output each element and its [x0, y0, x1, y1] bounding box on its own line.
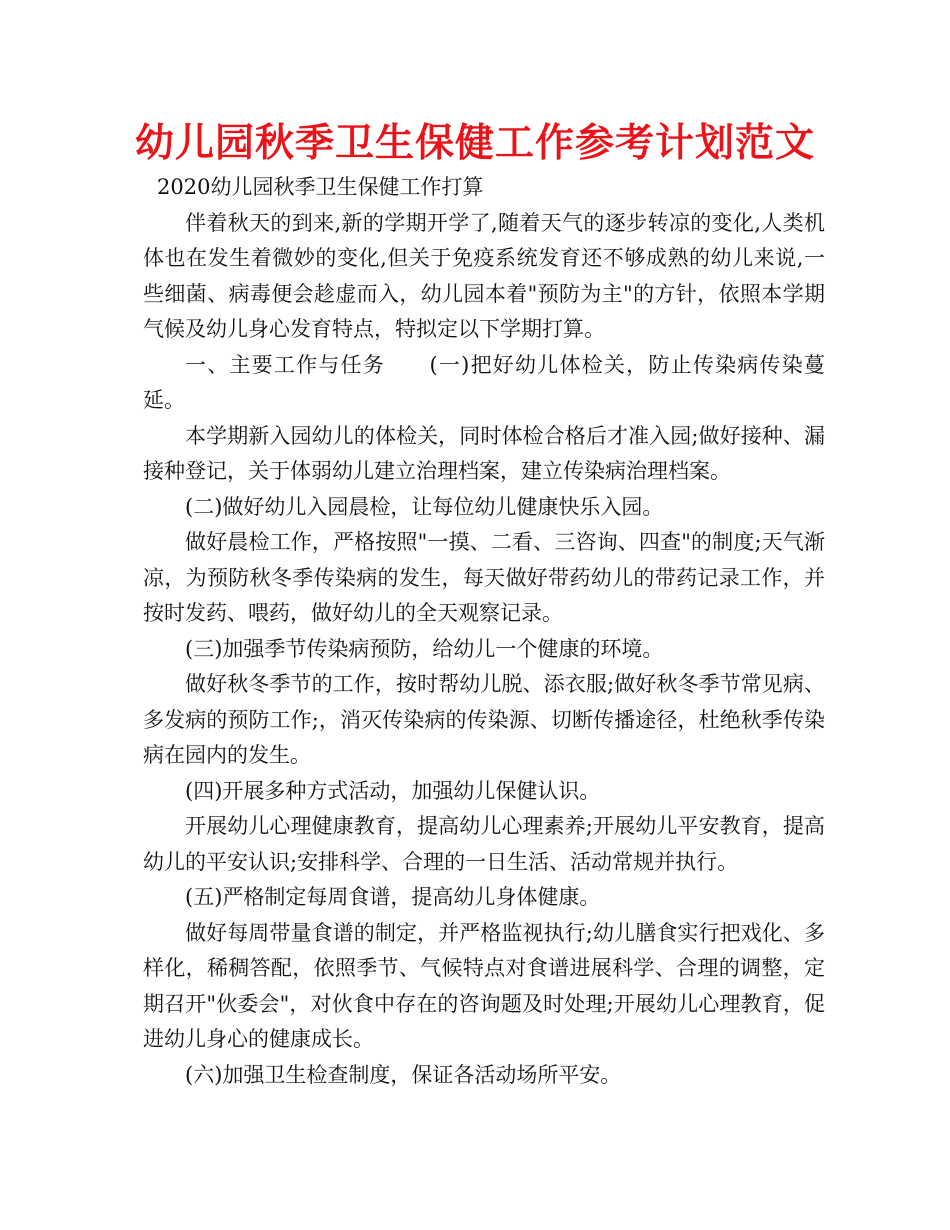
paragraph-heading-3: (三)加强季节传染病预防，给幼儿一个健康的环境。 [185, 636, 664, 661]
paragraph-activities: 开展幼儿心理健康教育，提高幼儿心理素养;开展幼儿平安教育，提高幼儿的平安认识;安排科学、合理的一日生活、活动常规并执行。 [143, 814, 825, 874]
document-subtitle: 2020幼儿园秋季卫生保健工作打算 [157, 175, 484, 199]
document-title: 幼儿园秋季卫生保健工作参考计划范文 [134, 121, 815, 166]
paragraph-morning-check: 做好晨检工作，严格按照"一摸、二看、三咨询、四查"的制度;天气渐凉，为预防秋冬季传染病的发生，每天做好带药幼儿的带药记录工作，并按时发药、喂药，做好幼儿的全天观察记录。 [143, 530, 825, 625]
paragraph-heading-6: (六)加强卫生检查制度，保证各活动场所平安。 [185, 1062, 622, 1087]
paragraph-intro: 伴着秋天的到来,新的学期开学了,随着天气的逐步转凉的变化,人类机体也在发生着微妙的变化,但关于免疫系统发育还不够成熟的幼儿来说,一些细菌、病毒便会趁虚而入，幼儿园本着"预防为主"的方针，依照本学期气候及幼儿身心发育特点，特拟定以下学期打算。 [143, 210, 825, 341]
paragraph-heading-5: (五)严格制定每周食谱，提高幼儿身体健康。 [185, 885, 601, 909]
paragraph-section-heading: 一、主要工作与任务 (一)把好幼儿体检关，防止传染病传染蔓延。 [143, 352, 825, 412]
paragraph-heading-4: (四)开展多种方式活动，加强幼儿保健认识。 [185, 778, 601, 803]
paragraph-heading-2: (二)做好幼儿入园晨检，让每位幼儿健康快乐入园。 [185, 494, 664, 519]
paragraph-menu: 做好每周带量食谱的制定，并严格监视执行;幼儿膳食实行把戏化、多样化，稀稠答配，依照季节、气候特点对食谱进展科学、合理的调整，定期召开"伙委会"，对伙食中存在的咨询题及时处理;开展幼儿心理教育，促进幼儿身心的健康成长。 [143, 920, 825, 1051]
paragraph-season-prevention: 做好秋冬季节的工作，按时帮幼儿脱、添衣服;做好秋冬季节常见病、多发病的预防工作;，消灭传染病的传染源、切断传播途径，杜绝秋季传染病在园内的发生。 [143, 672, 825, 767]
document-body [143, 170, 825, 1093]
paragraph-health-check: 本学期新入园幼儿的体检关，同时体检合格后才准入园;做好接种、漏接种登记，关于体弱幼儿建立治理档案，建立传染病治理档案。 [143, 423, 825, 483]
